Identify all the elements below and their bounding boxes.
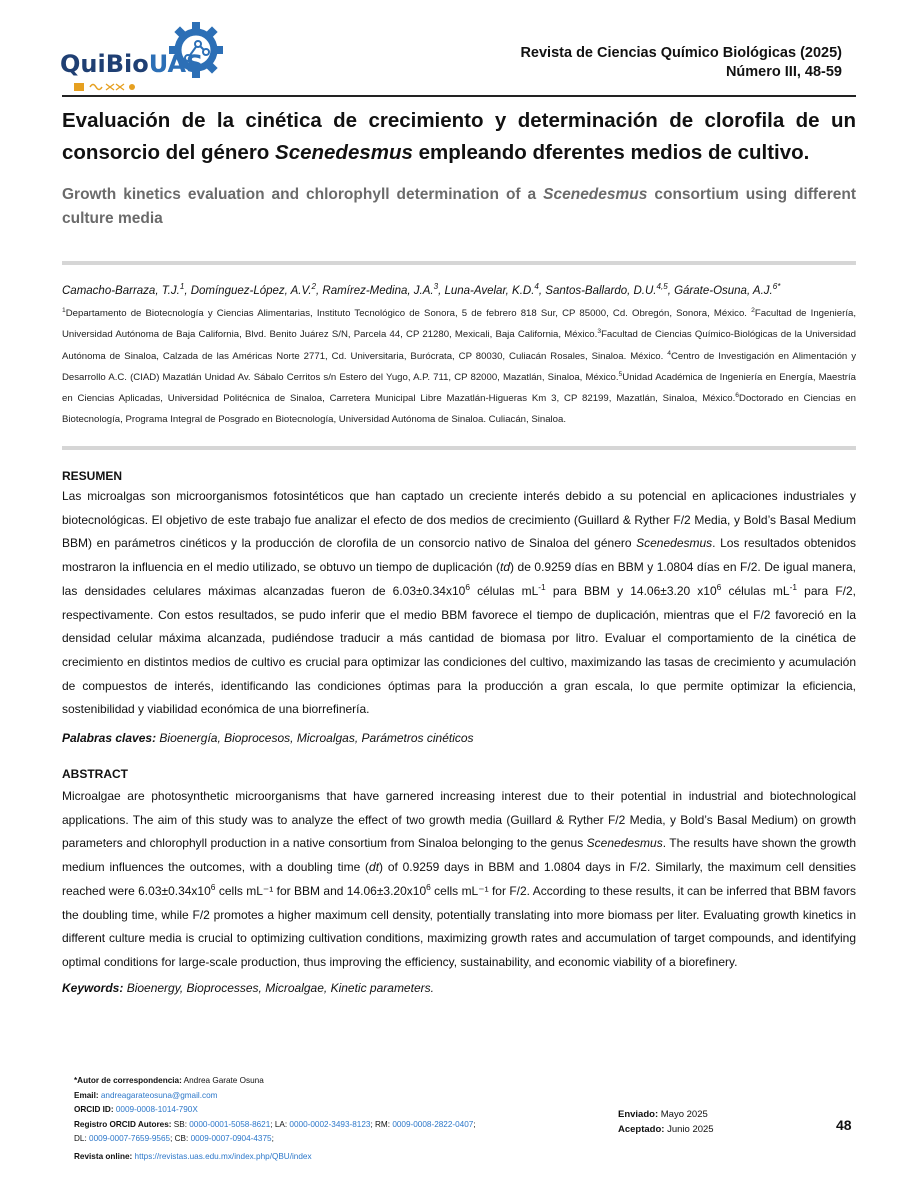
correspondence-footer — [74, 1074, 534, 1164]
orcid-rm-link[interactable]: 0009-0008-2822-0407 — [392, 1119, 474, 1129]
corresponding-author: *Autor de correspondencia: Andrea Garate Osuna — [74, 1076, 264, 1085]
resumen-keywords: Palabras claves: Bioenergía, Bioprocesos, Microalgas, Parámetros cinéticos — [62, 731, 474, 745]
title-english: Growth kinetics evaluation and chlorophyll determination of a Scenedesmus consortium using different culture media — [62, 186, 856, 227]
abstract-body: Microalgae are photosynthetic microorganisms that have garnered increasing interest due to their potential in industrial and biotechnological applications. The aim of this study was to analyze the effect of two growth media (Guillard & Ryther F/2 Media, y Bold’s Basal Medium) on growth parameters and chlorophyll production in a native consortium from Sinaloa belonging to the genus Scenedesmus. The results have shown the growth medium influences the outcomes, with a doubling time (dt) of 0.9259 days in BBM and 1.0804 days in F/2. Similarly, the maximum cell densities reached were $6.03\pm 0.34x10^6$ cells mL⁻¹ for BBM and $14.06\pm 3.20x10^6$ cells mL⁻¹ for F/2. According to these results, it can be inferred that BBM favors the doubling time, while F/2 promotes a higher maximum cell density, potentially translating into more biomass per liter. Evaluating growth kinetics in different culture media is crucial to optimizing cultivation conditions, maximizing growth rates and accumulation of target compounds, and identifying optimal conditions for large-scale production, thus improving the efficiency, sustainability, and economic viability of a biorefinery. — [62, 789, 857, 969]
orcid-cb-link[interactable]: 0009-0007-0904-4375 — [190, 1134, 272, 1143]
dna-icon — [74, 82, 154, 92]
affiliations: $^1$Departamento de Biotecnología y Ciencias Alimentarias, Instituto Tecnológico de Sonora, 5 de febrero 818 Sur, CP 85000, Cd. Obregón, Sonora, México. $^2$Facultad de Ingeniería, Universidad Autónoma de Baja California, Blvd. Benito Juárez S/N, Parcela 44, CP 21280, Mexicali, Baja California, México.$^3$Facultad de Ciencias Químico-Biológicas de la Universidad Autónoma de Sinaloa, Calzada de las Américas Norte 2771, Cd. Universitaria, Burócrata, CP 80030, Culiacán Rosales, Sinaloa. México. $^4$Centro de Investigación en Alimentación y Desarrollo A.C. (CIAD) Mazatlán Unidad Av. Sábalo Cerritos s/n Estero del Yugo, A.P. 711, CP 82000, Mazatlán, Sinaloa, México.$^5$Unidad Académica de Ingeniería en Energía, Maestría en Ciencias Aplicadas, Universidad Politécnica de Sinaloa, Carretera Municipal Libre Mazatlán-Higueras Km 3, CP 82199, Mazatlán, Sinaloa, México.$^6$Doctorado en Ciencias en Biotecnología, Programa Integral de Posgrado en Biotecnología, Universidad Autónoma de Sinaloa. Culiacán, Sinaloa. — [62, 306, 857, 426]
online-line: Revista online: https://revistas.uas.edu.mx/index.php/QBU/index — [74, 1151, 312, 1161]
orcid-la-link[interactable]: 0000-0002-3493-8123 — [289, 1119, 371, 1129]
header-rule — [62, 95, 856, 97]
orcid-authors-line-2: DL: 0009-0007-7659-9565; CB: 0009-0007-0904-4375; — [74, 1134, 274, 1143]
abstract-keywords: Keywords: Bioenergy, Bioprocesses, Microalgae, Kinetic parameters. — [62, 981, 434, 995]
email-line: Email: andreagarateosuna@gmail.com — [74, 1090, 218, 1100]
section-divider — [62, 446, 856, 450]
email-link[interactable]: andreagarateosuna@gmail.com — [100, 1090, 218, 1100]
logo-wordmark: QuiBioUAS — [60, 50, 204, 78]
journal-logo — [60, 20, 228, 92]
orcid-dl-link[interactable]: 0009-0007-7659-9565 — [89, 1134, 171, 1143]
submission-dates — [618, 1107, 714, 1137]
author-list: Camacho-Barraza, T.J.$^1$, Domínguez-López, A.V.$^2$, Ramírez-Medina, J.A.$^3$, Luna-Avelar, K.D.$^4$, Santos-Ballardo, D.U.$^{4,5}$, Gárate-Osuna, A.J.$^{6*}$ — [62, 282, 781, 297]
title-spanish: Evaluación de la cinética de crecimiento y determinación de clorofila de un consorcio del género Scenedesmus empleando dferentes medios de cultivo. — [62, 109, 856, 164]
date-accepted: Aceptado: Junio 2025 — [618, 1124, 714, 1135]
resumen-body: Las microalgas son microorganismos fotosintéticos que han captado un creciente interés debido a su potencial en aplicaciones industriales y biotecnológicas. El objetivo de este trabajo fue analizar el efecto de dos medios de crecimiento (Guillard & Ryther F/2 Media, y Bold’s Basal Medium BBM) en parámetros cinéticos y la producción de clorofila de un consorcio nativo de Sinaloa del género Scenedesmus. Los resultados obtenidos mostraron la influencia en el medio utilizado, se obtuvo un tiempo de duplicación (td) de 0.9259 días en BBM y 1.0804 días en F/2. De igual manera, las densidades celulares máximas alcanzadas fueron de $6.03\pm 0.34x10^6$ células $mL^{-1}$ para BBM y 14.06±3.20 $x10^6$ células $mL^{-1}$ para F/2, respectivamente. Con estos resultados, se pudo inferir que el medio BBM favorece el tiempo de duplicación, mientras que el F/2 favoreció en la densidad celular máxima alcanzada, pudiéndose traducir a más cantidad de biomasa por litro. Evaluar el comportamiento de la cinética de crecimiento en distintos medios de cultivo es crucial para optimizar las condiciones del cultivo, maximizando las tasas de crecimiento y acumulación de compuestos de interés, identificando las condiciones óptimas para la producción a gran escala, lo que permite optimizar la eficiencia, sostenibilidad y viabilidad económica de una biorrefinería. — [62, 489, 856, 717]
page-number: 48 — [836, 1117, 852, 1133]
abstract-heading: ABSTRACT — [62, 767, 128, 781]
resumen-heading: RESUMEN — [62, 469, 123, 483]
journal-header — [520, 44, 842, 82]
orcid-authors-line: Registro ORCID Autores: SB: 0000-0001-5058-8621; LA: 0000-0002-3493-8123; RM: 0009-0008-2822-0407; — [74, 1119, 476, 1129]
orcid-line: ORCID ID: 0009-0008-1014-790X — [74, 1105, 198, 1114]
journal-issue: Número III, 48-59 — [725, 64, 842, 80]
journal-name: Revista de Ciencias Químico Biológicas (2025) — [520, 45, 842, 61]
section-divider — [62, 261, 856, 265]
logo-subicons — [74, 82, 154, 94]
orcid-sb-link[interactable]: 0000-0001-5058-8621 — [189, 1119, 271, 1129]
orcid-link[interactable]: 0009-0008-1014-790X — [115, 1105, 198, 1114]
date-submitted: Enviado: Mayo 2025 — [618, 1109, 708, 1120]
journal-url-link[interactable]: https://revistas.uas.edu.mx/index.php/QBU/index — [134, 1151, 312, 1161]
